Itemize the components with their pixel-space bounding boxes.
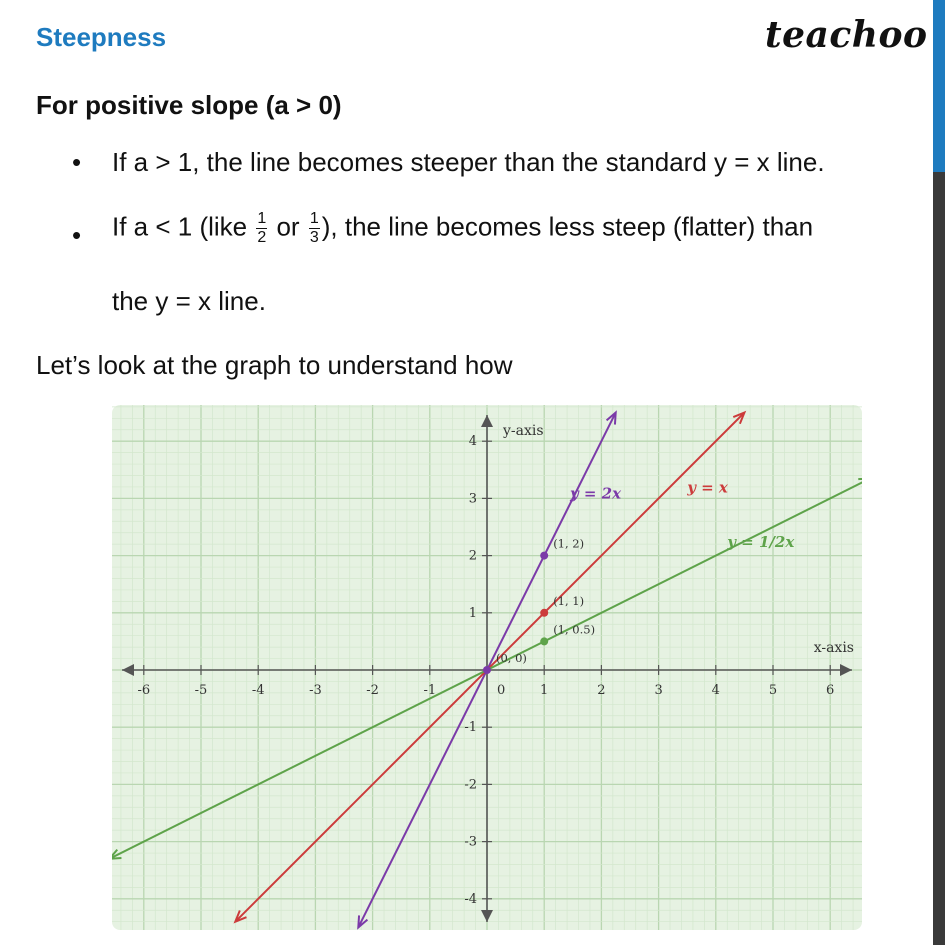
section-subheading: For positive slope (a > 0) <box>36 90 342 120</box>
fraction-half <box>256 210 267 247</box>
bullet2-middle: or <box>269 211 307 242</box>
x-tick-label: -4 <box>251 683 265 698</box>
bullet2-suffix: ), the line becomes less steep (flatter) than <box>321 211 814 242</box>
x-tick-label: 4 <box>711 683 720 698</box>
scroll-track <box>933 172 945 945</box>
bullet-item-continuation: the y = x line. <box>112 286 266 316</box>
fraction-denominator: 3 <box>309 229 319 246</box>
data-point-label: (1, 2) <box>553 536 585 551</box>
x-tick-label: 2 <box>597 683 606 698</box>
data-point <box>540 637 548 645</box>
data-point-label: (1, 1) <box>553 593 585 608</box>
fraction-denominator: 2 <box>257 229 267 246</box>
x-tick-label: -2 <box>366 683 379 698</box>
data-point <box>540 609 548 617</box>
fraction-numerator: 1 <box>309 210 319 227</box>
brand-logo: teachoo <box>765 14 928 56</box>
data-point-label: (1, 0.5) <box>553 622 596 637</box>
x-tick-label: 6 <box>826 683 835 698</box>
y-axis-title: y-axis <box>503 423 544 439</box>
data-point <box>540 552 548 560</box>
x-tick-label: -1 <box>423 683 437 698</box>
bullet-item-flatter <box>112 210 813 247</box>
x-tick-label: 1 <box>540 683 549 698</box>
y-tick-label: -3 <box>464 834 477 850</box>
y-tick-label: 2 <box>468 548 477 564</box>
data-point <box>483 666 491 674</box>
y-tick-label: -2 <box>464 777 477 793</box>
x-tick-label: 5 <box>768 683 778 698</box>
series-label: y = x <box>687 478 728 497</box>
y-tick-label: 1 <box>468 605 477 621</box>
page-title: Steepness <box>36 22 167 52</box>
x-tick-label: -6 <box>137 683 151 698</box>
bullet-marker: • <box>72 147 82 177</box>
x-axis-title: x-axis <box>813 640 854 656</box>
bullet-item-steeper: If a > 1, the line becomes steeper than the standard y = x line. <box>112 147 825 177</box>
intro-paragraph: Let’s look at the graph to understand how <box>36 350 513 380</box>
y-tick-label: -1 <box>464 720 477 736</box>
x-tick-label: 3 <box>654 683 663 698</box>
y-tick-label: 3 <box>468 491 477 507</box>
data-point-label: (0, 0) <box>496 651 527 665</box>
series-label: y = 1/2x <box>727 533 795 552</box>
y-tick-label: 4 <box>468 434 477 450</box>
origin-label: 0 <box>497 683 506 698</box>
bullet2-prefix: If a < 1 (like <box>112 211 255 242</box>
slope-comparison-chart <box>112 405 862 930</box>
fraction-numerator: 1 <box>257 210 267 227</box>
scroll-accent <box>933 0 945 172</box>
x-tick-label: -5 <box>194 683 208 698</box>
y-tick-label: -4 <box>464 891 477 907</box>
series-label: y = 2x <box>569 484 622 503</box>
fraction-third <box>309 210 320 247</box>
x-tick-label: -3 <box>309 683 322 698</box>
right-edge-bar <box>931 0 945 945</box>
bullet-marker: • <box>72 220 82 250</box>
